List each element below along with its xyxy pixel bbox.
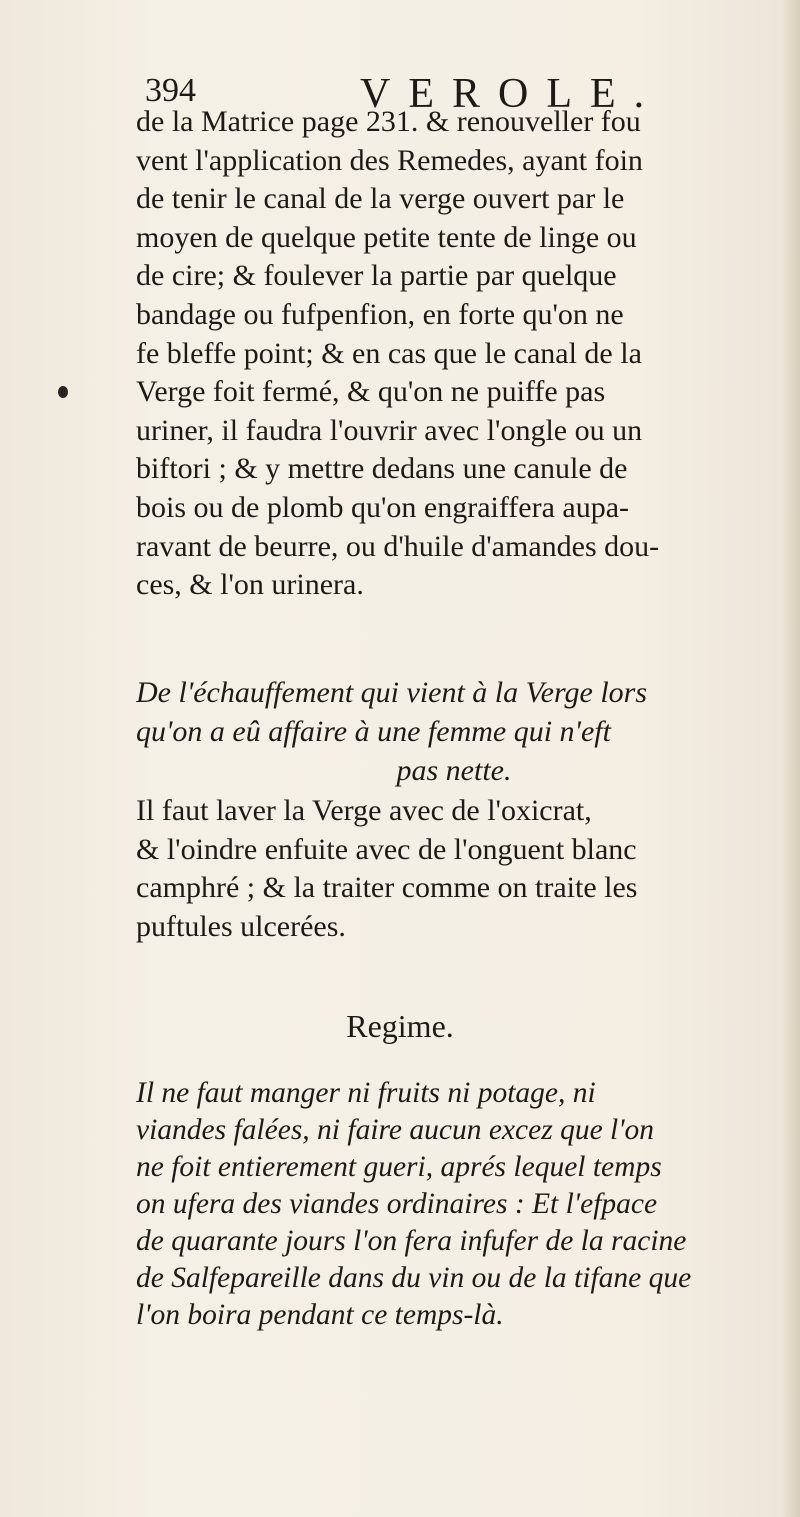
page-edge-shadow — [782, 0, 800, 1517]
text-line: bandage ou fufpenfion, en forte qu'on ne — [136, 297, 624, 331]
regime-paragraph — [136, 1075, 772, 1334]
heading-line: De l'échauffement qui vient à la Verge lors — [136, 676, 648, 709]
text-line: bois ou de plomb qu'on engraiffera aupa- — [136, 490, 630, 524]
text-line: uriner, il faudra l'ouvrir avec l'ongle ou un — [136, 413, 643, 447]
text-line: ravant de beurre, ou d'huile d'amandes dou- — [136, 529, 660, 563]
heading-line: qu'on a eû affaire à une femme qui n'eft — [136, 715, 611, 748]
body-paragraph-1 — [136, 103, 772, 605]
text-line: Verge foit fermé, & qu'on ne puiffe pas — [136, 375, 606, 409]
text-line: de la Matrice page 231. & renouveller fou — [136, 105, 641, 138]
page-number: 394 — [145, 72, 196, 109]
text-line: biftori ; & y mettre dedans une canule de — [136, 452, 628, 486]
text-line: fe bleffe point; & en cas que le canal de la — [136, 336, 642, 370]
text-line: & l'oindre enfuite avec de l'onguent blanc — [136, 832, 637, 866]
text-line: ces, & l'on urinera. — [136, 568, 364, 602]
text-line: Il faut laver la Verge avec de l'oxicrat, — [136, 794, 592, 827]
regime-line: de quarante jours l'on fera infufer de la racine — [136, 1225, 687, 1257]
regime-title: Regime. — [346, 1008, 454, 1044]
regime-line: viandes falées, ni faire aucun excez que l'on — [136, 1114, 655, 1146]
text-line: puftules ulcerées. — [136, 909, 346, 943]
regime-line: ne foit entierement gueri, aprés lequel temps — [136, 1151, 662, 1183]
running-title: VEROLE. — [360, 71, 663, 117]
regime-line: Il ne faut manger ni fruits ni potage, ni — [136, 1077, 596, 1109]
regime-line: on ufera des viandes ordinaires : Et l'efpace — [136, 1188, 658, 1220]
regime-line: de Salfepareille dans du vin ou de la tifane que — [136, 1262, 692, 1294]
regime-line: l'on boira pendant ce temps-là. — [136, 1299, 504, 1331]
margin-ink-dot — [58, 386, 68, 398]
text-line: de cire; & foulever la partie par quelque — [136, 259, 617, 293]
body-paragraph-2 — [136, 792, 772, 946]
heading-line: pas nette. — [396, 754, 512, 787]
text-line: vent l'application des Remedes, ayant foin — [136, 143, 643, 177]
section-heading — [136, 673, 772, 790]
text-line: moyen de quelque petite tente de linge ou — [136, 220, 637, 254]
text-line: de tenir le canal de la verge ouvert par le — [136, 182, 625, 216]
text-line: camphré ; & la traiter comme on traite les — [136, 871, 638, 905]
